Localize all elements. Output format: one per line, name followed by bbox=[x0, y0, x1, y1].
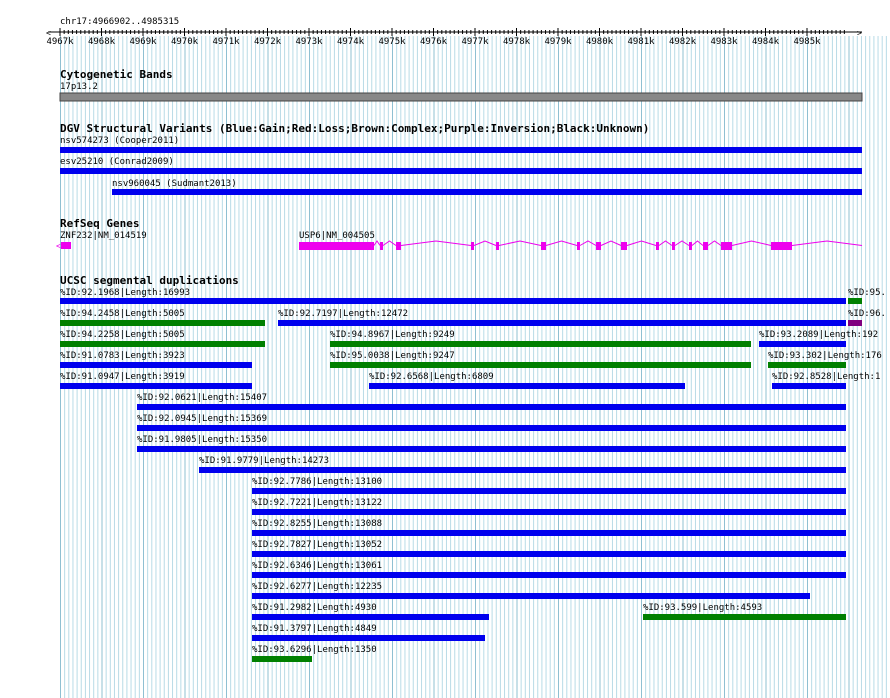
gene-znf232[interactable] bbox=[56, 231, 147, 251]
gene-exon bbox=[380, 242, 383, 250]
segdup-feature-label: %ID:92.7827|Length:13052 bbox=[252, 540, 383, 550]
segdup-feature-bar[interactable] bbox=[278, 320, 846, 326]
gene-exon bbox=[299, 242, 374, 250]
segdup-feature-label: %ID:92.6568|Length:6809 bbox=[369, 372, 494, 382]
segdup-feature-label: %ID:92.0945|Length:15369 bbox=[137, 414, 268, 424]
segdup-feature[interactable] bbox=[759, 330, 878, 347]
gene-exon bbox=[396, 242, 401, 250]
ruler-right-arrow-icon: > bbox=[857, 28, 862, 38]
segdup-feature-bar[interactable] bbox=[848, 298, 862, 304]
segdup-feature-bar[interactable] bbox=[252, 635, 485, 641]
segdup-feature-bar[interactable] bbox=[252, 509, 846, 515]
cytoband-track-title: Cytogenetic Bands bbox=[60, 68, 173, 81]
segdup-feature[interactable] bbox=[60, 372, 252, 389]
segdup-feature-label: %ID:94.8967|Length:9249 bbox=[330, 330, 455, 340]
dgv-track-title: DGV Structural Variants (Blue:Gain;Red:Loss;Brown:Complex;Purple:Inversion;Black:Unknown) bbox=[60, 122, 650, 135]
segdup-feature[interactable] bbox=[330, 351, 751, 368]
strand-arrow-icon: < bbox=[56, 241, 61, 251]
segdup-feature-bar[interactable] bbox=[137, 404, 846, 410]
dgv-feature-bar[interactable] bbox=[112, 189, 862, 195]
gene-label: ZNF232|NM_014519 bbox=[60, 231, 147, 241]
dgv-feature-label: nsv960045 (Sudmant2013) bbox=[112, 179, 237, 189]
segdup-feature-bar[interactable] bbox=[369, 383, 685, 389]
segdup-feature-label: %ID:92.8528|Length:1 bbox=[772, 372, 881, 382]
segdup-feature-bar[interactable] bbox=[137, 446, 846, 452]
ruler-tick-label: 4969k bbox=[129, 37, 157, 47]
segdup-feature[interactable] bbox=[60, 288, 846, 304]
segdup-track bbox=[60, 274, 886, 662]
segdup-feature-label: %ID:91.9805|Length:15350 bbox=[137, 435, 268, 445]
segdup-feature-label: %ID:95.0038|Length:9247 bbox=[330, 351, 455, 361]
segdup-feature-bar[interactable] bbox=[252, 488, 846, 494]
ruler-tick-label: 4967k bbox=[46, 37, 74, 47]
gene-exon bbox=[771, 242, 792, 250]
segdup-feature-label: %ID:91.2982|Length:4930 bbox=[252, 603, 377, 613]
gene-exon bbox=[496, 242, 499, 250]
segdup-feature-label: %ID:92.0621|Length:15407 bbox=[137, 393, 268, 403]
segdup-feature[interactable] bbox=[772, 372, 880, 389]
dgv-feature-bar[interactable] bbox=[60, 168, 862, 174]
ruler-tick-label: 4981k bbox=[627, 37, 655, 47]
segdup-feature-bar[interactable] bbox=[199, 467, 846, 473]
gene-exon bbox=[541, 242, 546, 250]
segdup-feature-bar[interactable] bbox=[60, 320, 265, 326]
gene-exon bbox=[703, 242, 708, 250]
segdup-feature-bar[interactable] bbox=[60, 362, 252, 368]
dgv-feature-bar[interactable] bbox=[60, 147, 862, 153]
segdup-track-title: UCSC segmental duplications bbox=[60, 274, 239, 287]
refseq-track-title: RefSeq Genes bbox=[60, 217, 140, 230]
segdup-feature-label: %ID:92.7197|Length:12472 bbox=[278, 309, 409, 319]
segdup-feature[interactable] bbox=[848, 309, 886, 326]
segdup-feature[interactable] bbox=[252, 582, 810, 599]
segdup-feature-bar[interactable] bbox=[330, 362, 751, 368]
dgv-feature-label: nsv574273 (Cooper2011) bbox=[60, 136, 180, 146]
segdup-feature[interactable] bbox=[60, 330, 265, 347]
segdup-feature-bar[interactable] bbox=[252, 614, 489, 620]
dgv-feature-label: esv25210 (Conrad2009) bbox=[60, 157, 174, 167]
segdup-feature-label: %ID:91.0783|Length:3923 bbox=[60, 351, 185, 361]
segdup-feature-bar[interactable] bbox=[60, 383, 252, 389]
segdup-feature-bar[interactable] bbox=[848, 320, 862, 326]
segdup-feature-bar[interactable] bbox=[60, 341, 265, 347]
ruler-tick-label: 4975k bbox=[378, 37, 406, 47]
ruler-tick-label: 4973k bbox=[295, 37, 323, 47]
segdup-feature-label: %ID:93.6296|Length:1350 bbox=[252, 645, 377, 655]
segdup-feature-label: %ID:93.302|Length:176 bbox=[768, 351, 882, 361]
dgv-features bbox=[60, 136, 862, 195]
ruler-ticks bbox=[46, 28, 844, 47]
ruler-tick-label: 4976k bbox=[419, 37, 448, 47]
ruler-tick-label: 4985k bbox=[793, 37, 821, 47]
segdup-feature-label: %ID:92.7786|Length:13100 bbox=[252, 477, 383, 487]
segdup-feature-label: %ID:94.2258|Length:5005 bbox=[60, 330, 185, 340]
segdup-feature-label: %ID:91.3797|Length:4849 bbox=[252, 624, 377, 634]
segdup-feature[interactable] bbox=[137, 393, 846, 410]
ruler-label: chr17:4966902..4985315 bbox=[60, 17, 180, 27]
segdup-feature-bar[interactable] bbox=[772, 383, 846, 389]
ruler-tick-label: 4983k bbox=[710, 37, 738, 47]
ruler-tick-label: 4979k bbox=[544, 37, 572, 47]
segdup-feature-label: %ID:92.8255|Length:13088 bbox=[252, 519, 383, 529]
ruler-tick-label: 4984k bbox=[751, 37, 780, 47]
segdup-feature[interactable] bbox=[330, 330, 751, 347]
cytoband-label: 17p13.2 bbox=[60, 82, 98, 92]
segdup-feature-label: %ID:94.2458|Length:5005 bbox=[60, 309, 185, 319]
dgv-feature[interactable] bbox=[60, 157, 862, 174]
gene-exon bbox=[621, 242, 627, 250]
gene-label: USP6|NM_004505 bbox=[299, 231, 375, 241]
segdup-feature-label: %ID:92.6277|Length:12235 bbox=[252, 582, 383, 592]
gene-exon bbox=[471, 242, 474, 250]
ruler-tick-label: 4971k bbox=[212, 37, 240, 47]
segdup-feature-bar[interactable] bbox=[768, 362, 846, 368]
ruler-tick-label: 4970k bbox=[170, 37, 199, 47]
segdup-feature[interactable] bbox=[278, 309, 846, 326]
gene-exon bbox=[61, 242, 71, 249]
segdup-feature-bar[interactable] bbox=[252, 551, 846, 557]
gene-exon bbox=[721, 242, 732, 250]
segdup-feature[interactable] bbox=[137, 414, 846, 431]
cytoband-track bbox=[60, 68, 862, 101]
segdup-feature-bar[interactable] bbox=[252, 656, 312, 662]
gene-exon bbox=[689, 242, 692, 250]
segdup-feature[interactable] bbox=[60, 351, 252, 368]
segdup-feature-bar[interactable] bbox=[60, 298, 846, 304]
segdup-feature-bar[interactable] bbox=[643, 614, 846, 620]
segdup-feature[interactable] bbox=[252, 540, 846, 557]
segdup-feature-bar[interactable] bbox=[252, 572, 846, 578]
segdup-feature[interactable] bbox=[848, 288, 886, 304]
ruler-tick-label: 4982k bbox=[668, 37, 697, 47]
segdup-feature[interactable] bbox=[252, 603, 489, 620]
ruler-left-arrow-icon: < bbox=[46, 28, 51, 38]
dgv-track bbox=[60, 122, 862, 195]
gene-exon bbox=[672, 242, 675, 250]
segdup-feature-bar[interactable] bbox=[252, 593, 810, 599]
segdup-feature[interactable] bbox=[252, 645, 377, 662]
segdup-feature[interactable] bbox=[252, 477, 846, 494]
segdup-feature[interactable] bbox=[60, 309, 265, 326]
segdup-feature-label: %ID:95. bbox=[848, 288, 886, 298]
segdup-feature-label: %ID:91.9779|Length:14273 bbox=[199, 456, 330, 466]
gene-exon bbox=[577, 242, 580, 250]
ruler-tick-label: 4980k bbox=[585, 37, 614, 47]
segdup-feature-label: %ID:93.2089|Length:192 bbox=[759, 330, 879, 340]
dgv-feature[interactable] bbox=[60, 136, 862, 153]
segdup-feature-label: %ID:92.1968|Length:16993 bbox=[60, 288, 191, 298]
segdup-feature-bar[interactable] bbox=[252, 530, 846, 536]
segdup-feature-bar[interactable] bbox=[330, 341, 751, 347]
cytoband-bar[interactable] bbox=[60, 93, 862, 101]
ruler-tick-label: 4978k bbox=[502, 37, 531, 47]
ruler-tick-label: 4977k bbox=[461, 37, 489, 47]
segdup-feature[interactable] bbox=[252, 624, 485, 641]
segdup-feature[interactable] bbox=[252, 561, 846, 578]
segdup-feature[interactable] bbox=[768, 351, 882, 368]
ruler-tick-label: 4968k bbox=[87, 37, 116, 47]
segdup-feature-label: %ID:92.6346|Length:13061 bbox=[252, 561, 383, 571]
ruler-tick-label: 4972k bbox=[253, 37, 282, 47]
ruler-tick-label: 4974k bbox=[336, 37, 365, 47]
segdup-feature-bar[interactable] bbox=[137, 425, 846, 431]
gene-exon bbox=[596, 242, 601, 250]
segdup-feature-label: %ID:93.599|Length:4593 bbox=[643, 603, 763, 613]
segdup-feature-bar[interactable] bbox=[759, 341, 846, 347]
gene-exon bbox=[656, 242, 659, 250]
segdup-feature[interactable] bbox=[252, 498, 846, 515]
segdup-feature-label: %ID:91.0947|Length:3919 bbox=[60, 372, 185, 382]
segdup-feature-label: %ID:92.7221|Length:13122 bbox=[252, 498, 383, 508]
segdup-feature[interactable] bbox=[252, 519, 846, 536]
segdup-feature-label: %ID:96. bbox=[848, 309, 886, 319]
segdup-feature[interactable] bbox=[137, 435, 846, 452]
gene-usp6[interactable] bbox=[299, 231, 862, 250]
